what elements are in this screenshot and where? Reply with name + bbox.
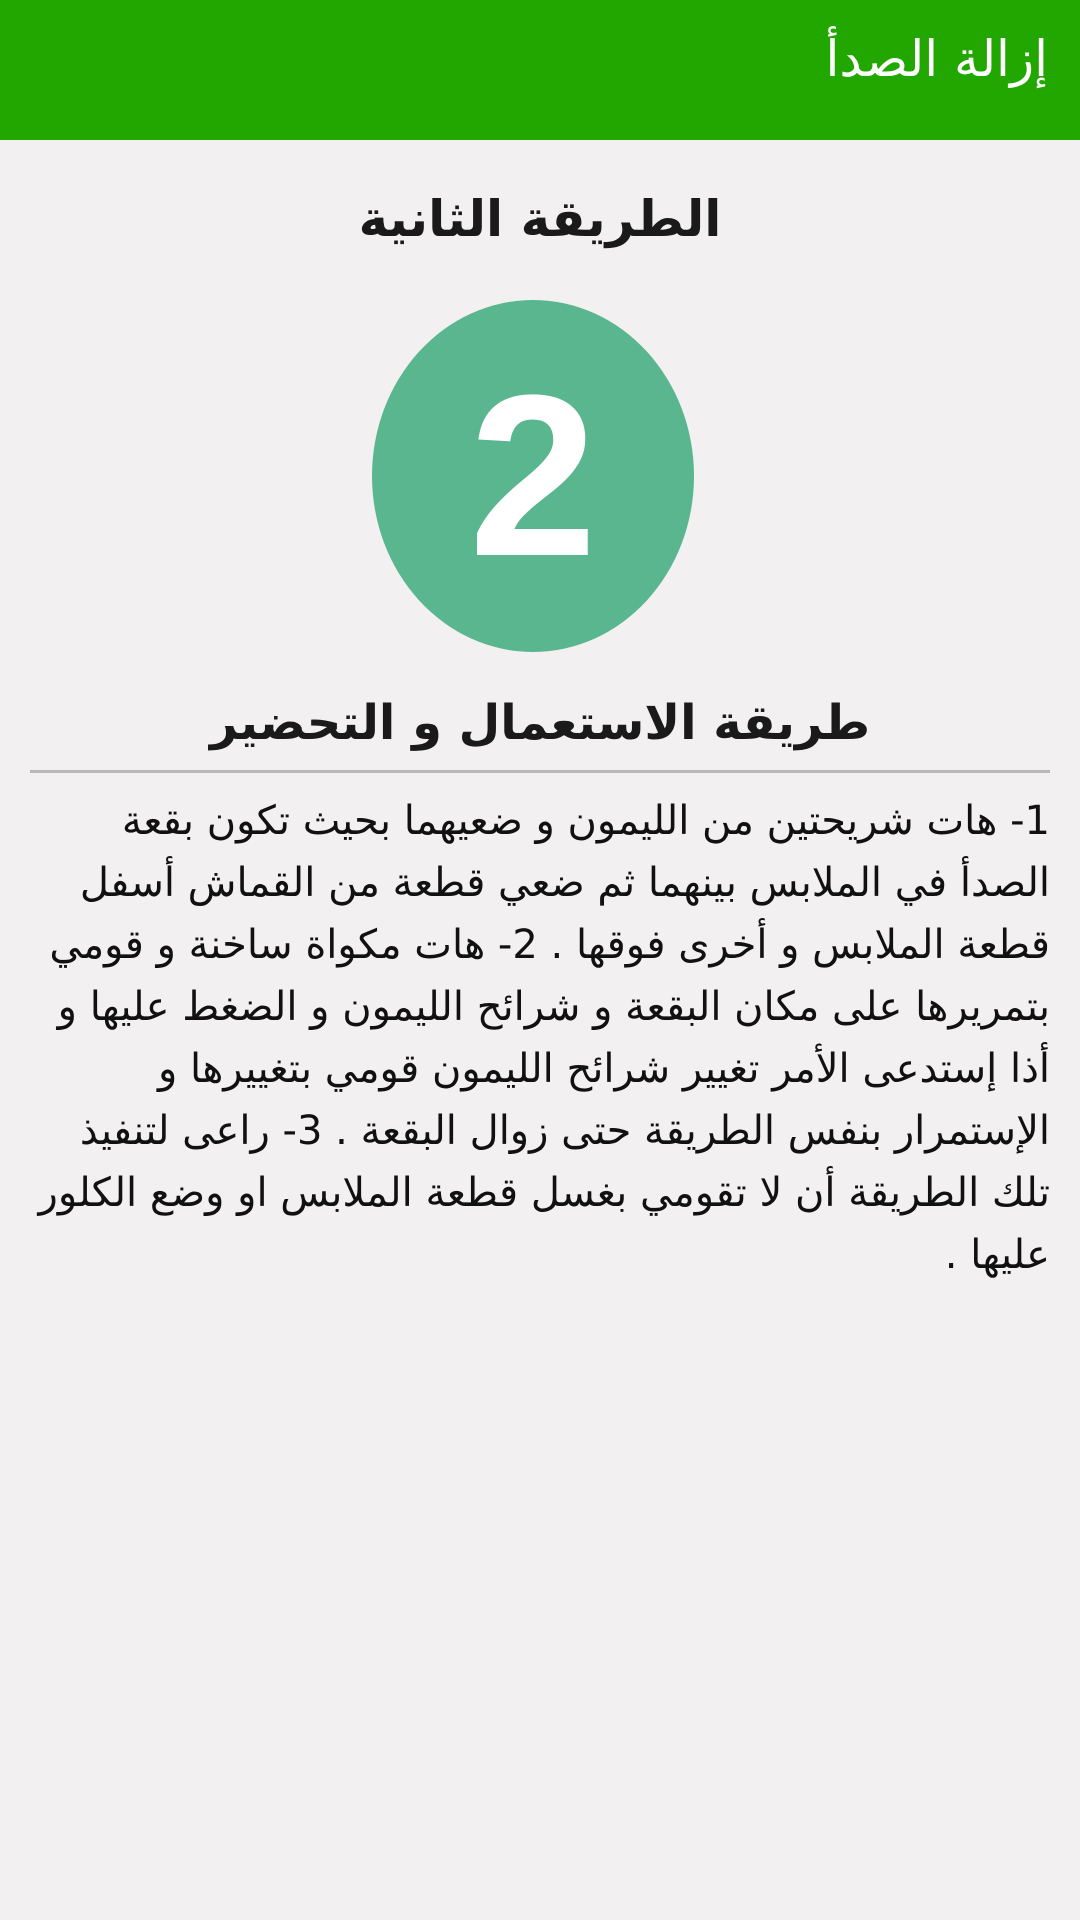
method-number-badge: [372, 300, 694, 652]
method-title: الطريقة الثانية: [358, 190, 722, 248]
app-title: إزالة الصدأ: [825, 30, 1048, 88]
instructions-text: 1- هات شريحتين من الليمون و ضعيهما بحيث تكون بقعة الصدأ في الملابس بينهما ثم ضعي قطعة من القماش أسفل قطعة الملابس و أخرى فوقها . 2- هات مكواة ساخنة و قومي بتمريرها على مكان البقعة و شرائح الليمون و الضغط عليها و أذا إستدعى الأمر تغيير شرائح الليمون قومي بتغييرها و الإستمرار بنفس الطريقة حتى زوال البقعة . 3- راعى لتنفيذ تلك الطريقة أن لا تقومي بغسل قطعة الملابس او وضع الكلور عليها .: [38, 798, 1050, 1278]
app-bar: [0, 0, 1080, 140]
divider: [30, 770, 1050, 773]
content: [0, 140, 1080, 1920]
section-heading: طريقة الاستعمال و التحضير: [209, 695, 871, 751]
method-number: 2: [469, 347, 597, 604]
